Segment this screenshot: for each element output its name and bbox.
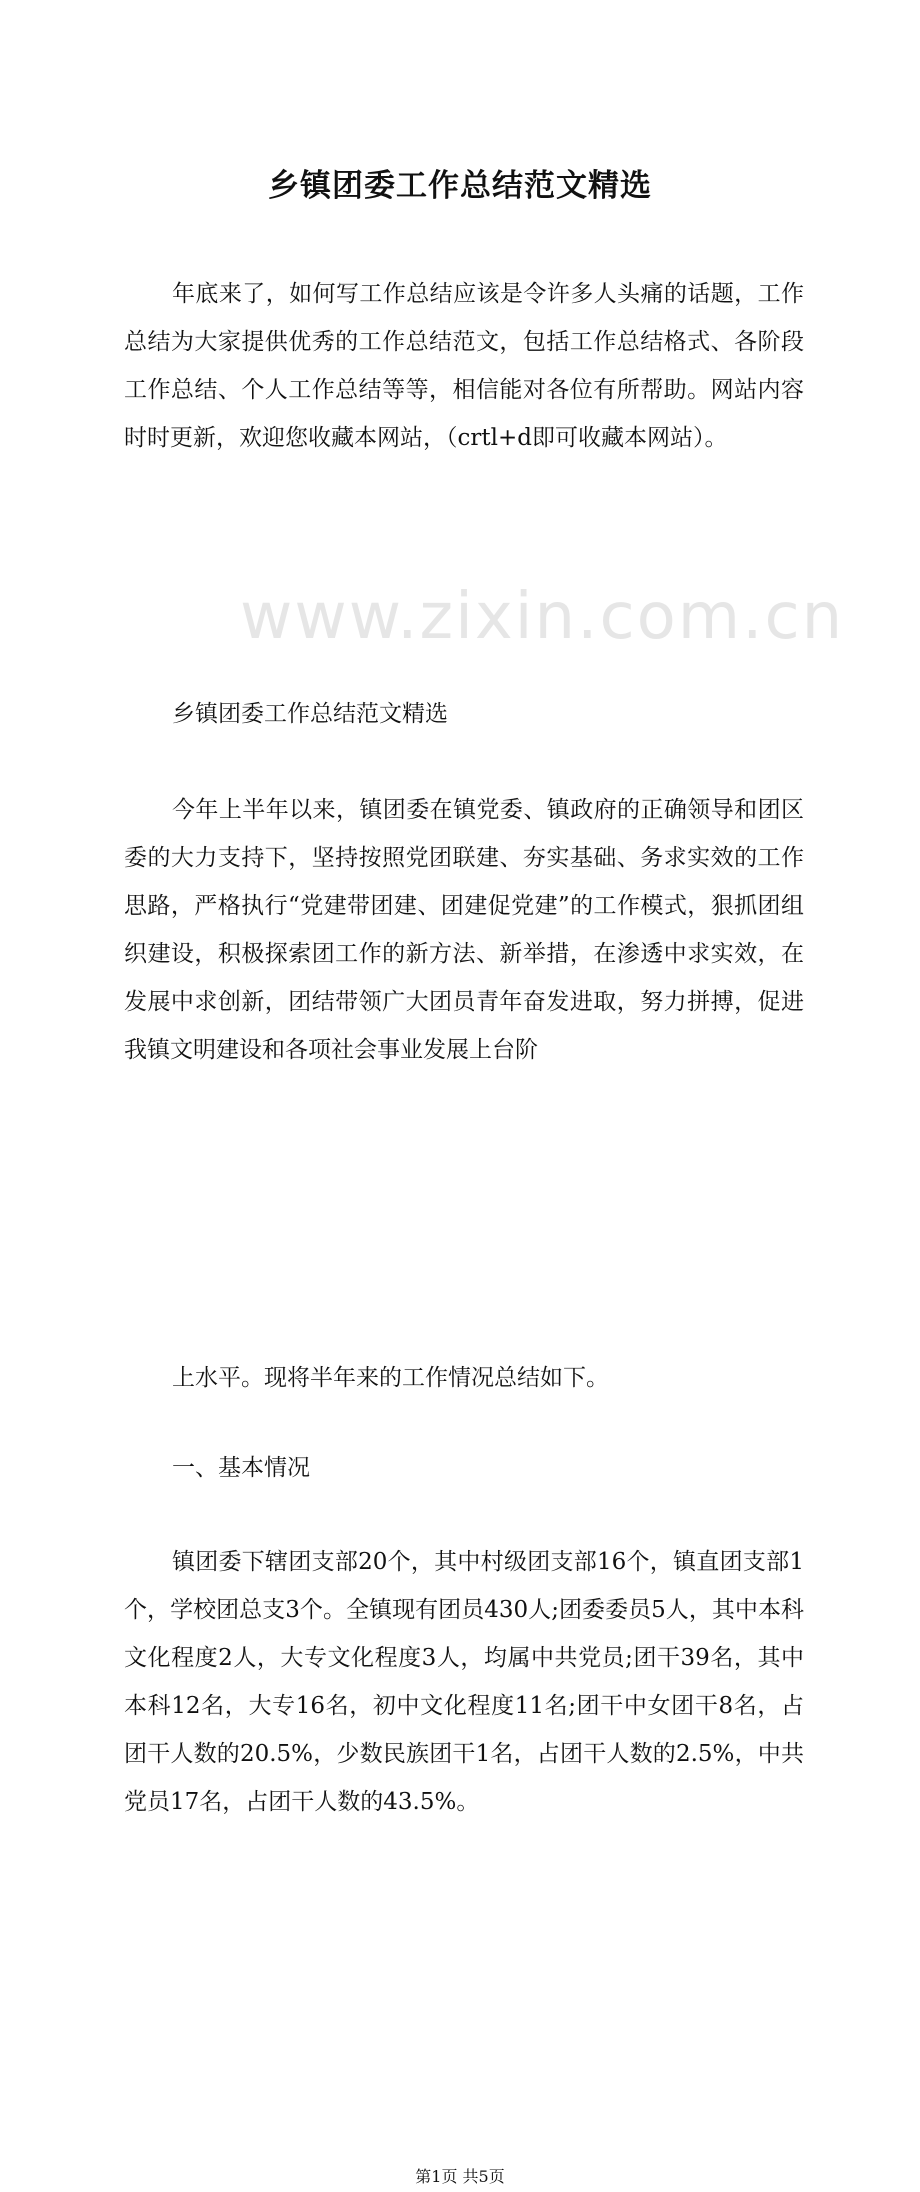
- intro-paragraph: 年底来了，如何写工作总结应该是令许多人头痛的话题，工作总结为大家提供优秀的工作总结范文，包括工作总结格式、各阶段工作总结、个人工作总结等等，相信能对各位有所帮助。网站内容时时更新，欢迎您收藏本网站，（crtl+d即可收藏本网站）。: [124, 281, 804, 451]
- watermark: www.zixin.com.cn: [240, 580, 845, 654]
- body-paragraph-2: 镇团委下辖团支部20个，其中村级团支部16个，镇直团支部1个，学校团总支3个。全镇现有团员430人;团委委员5人，其中本科文化程度2人，大专文化程度3人，均属中共党员;团干39名，其中本科12名，大专16名，初中文化程度11名;团干中女团干8名，占团干人数的20.5%，少数民族团干1名，占团干人数的2.5%，中共党员17名，占团干人数的43.5%。: [124, 1549, 804, 1815]
- body-paragraph-1-continuation: 上水平。现将半年来的工作情况总结如下。: [172, 1365, 609, 1391]
- subtitle: 乡镇团委工作总结范文精选: [172, 701, 448, 727]
- body-paragraph-1: 今年上半年以来，镇团委在镇党委、镇政府的正确领导和团区委的大力支持下，坚持按照党团联建、夯实基础、务求实效的工作思路，严格执行“党建带团建、团建促党建”的工作模式，狠抓团组织建设，积极探索团工作的新方法、新举措，在渗透中求实效，在发展中求创新，团结带领广大团员青年奋发进取，努力拼搏，促进我镇文明建设和各项社会事业发展上台阶: [124, 797, 804, 1063]
- section-heading: 一、基本情况: [172, 1455, 310, 1481]
- document-title: 乡镇团委工作总结范文精选: [268, 168, 652, 204]
- page-footer: 第1页 共5页: [415, 2167, 505, 2186]
